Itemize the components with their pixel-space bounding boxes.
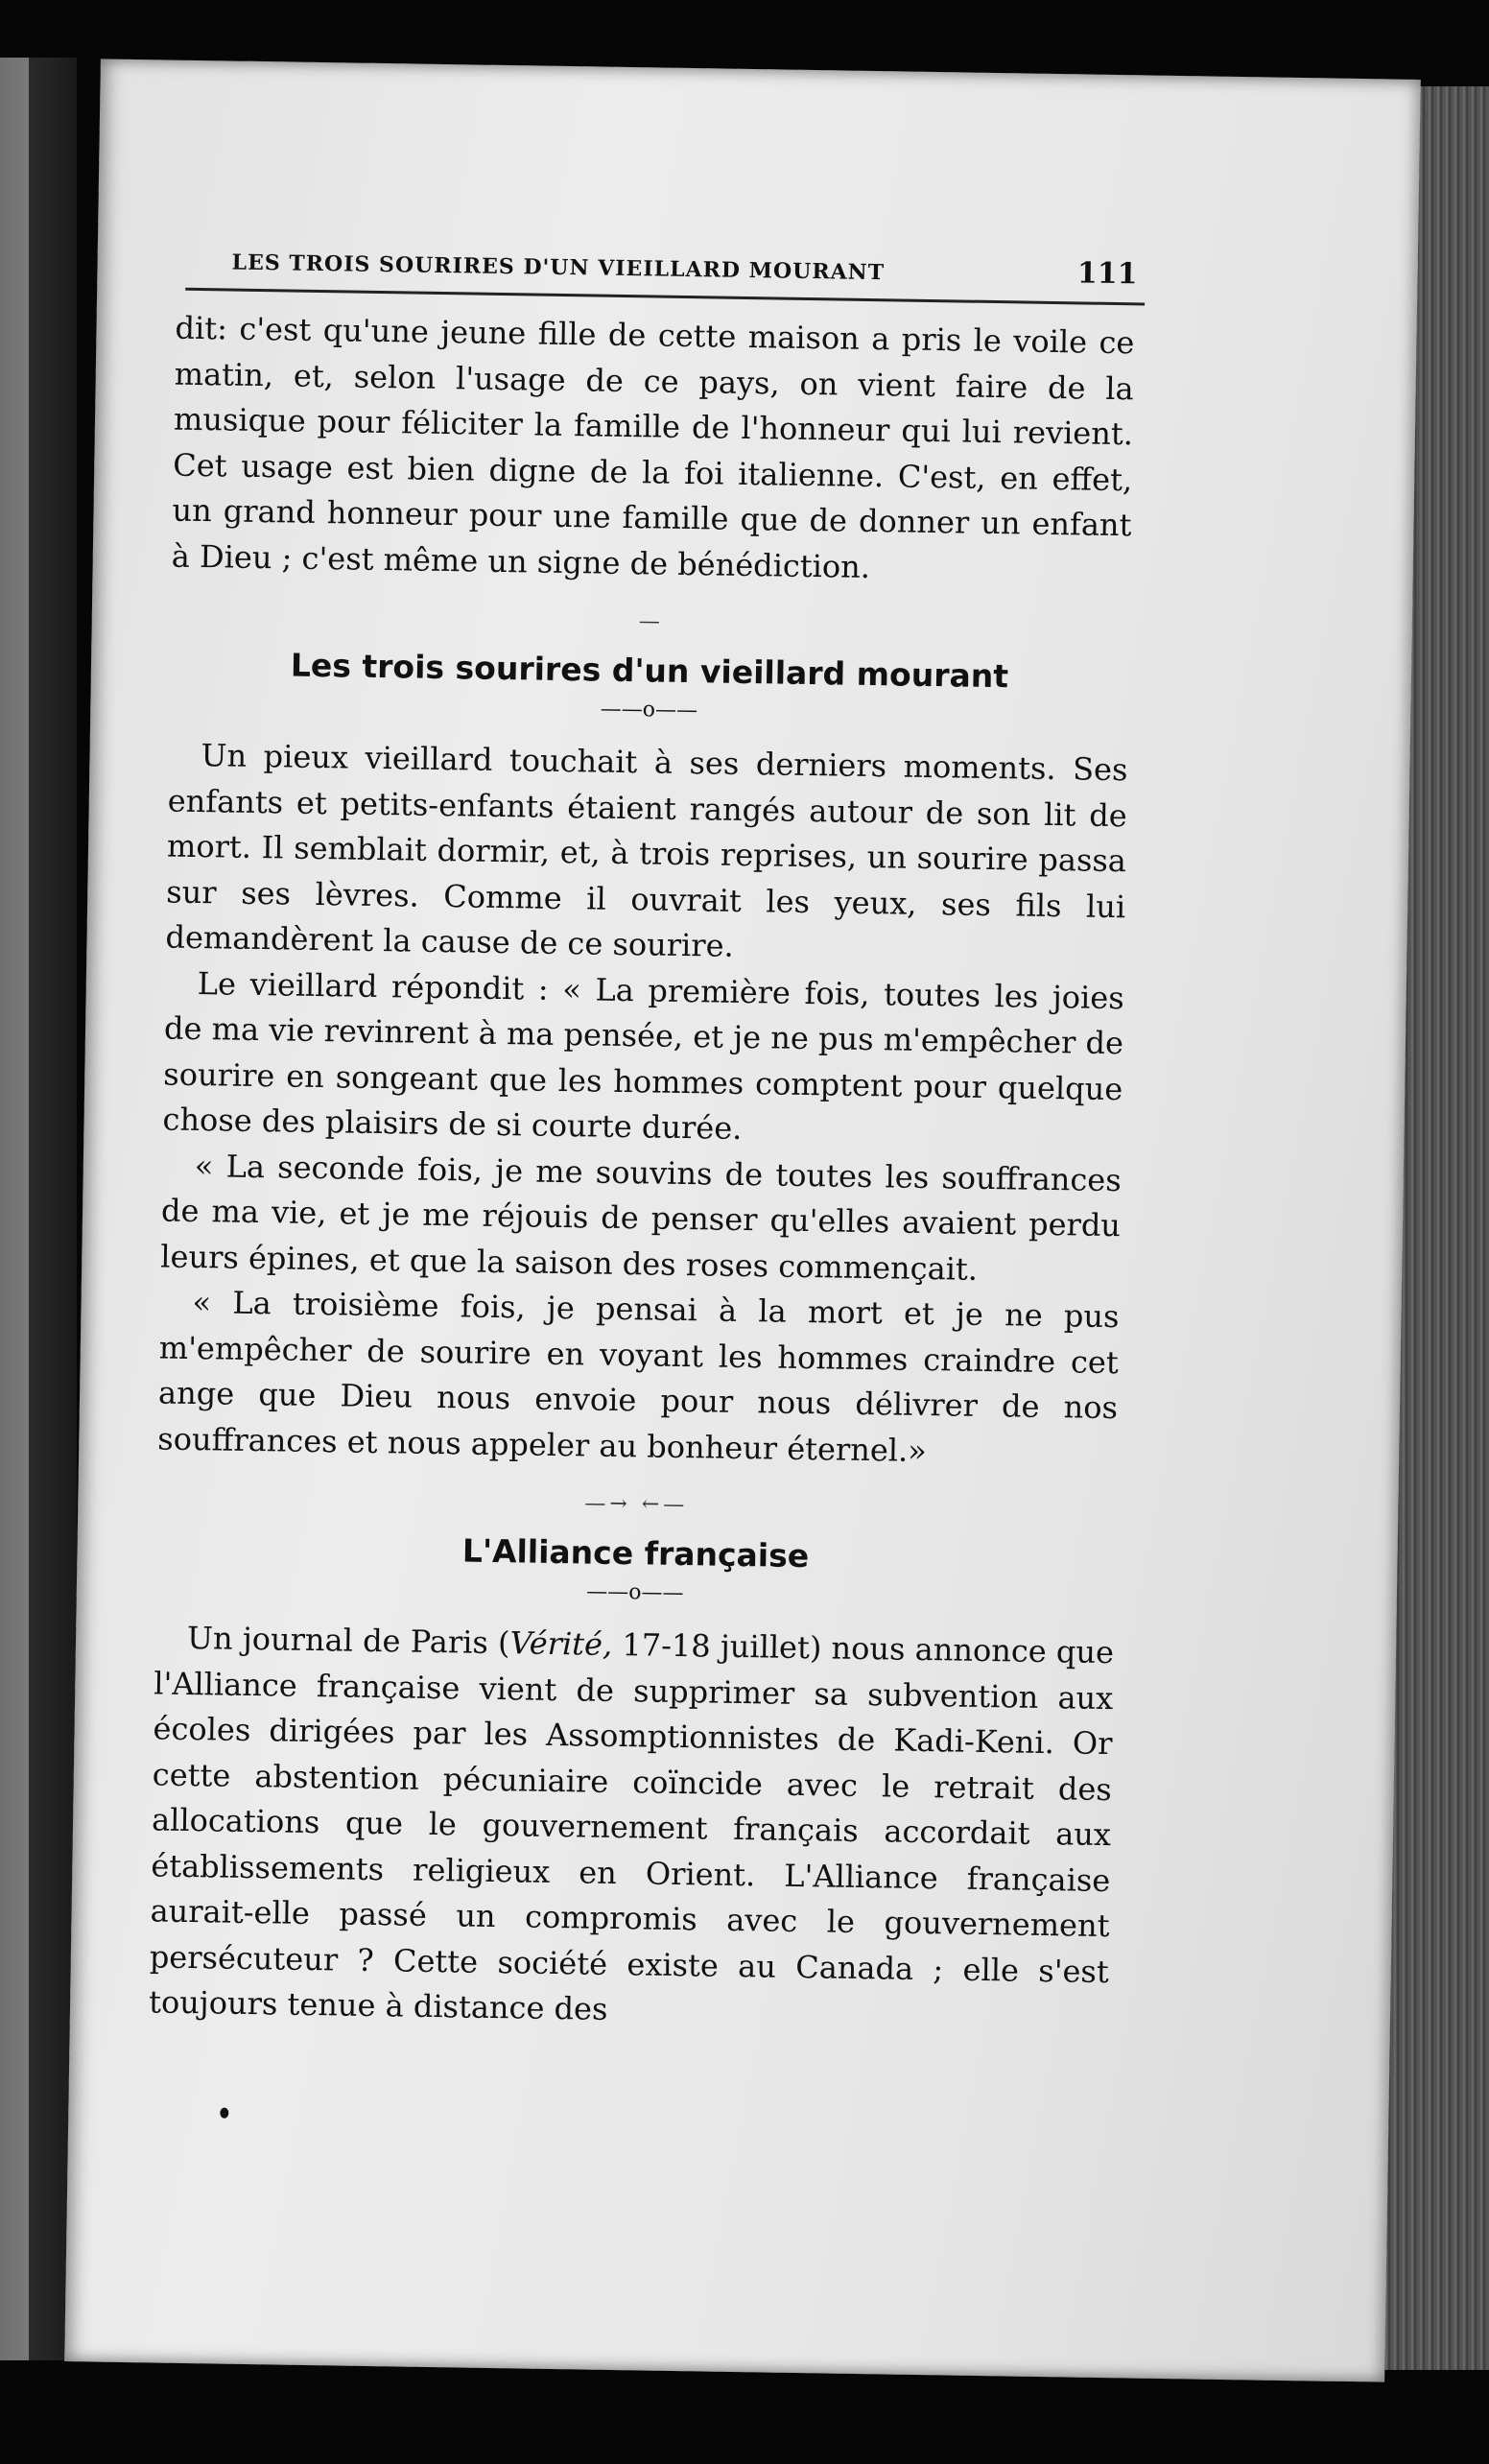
adjacent-page-strip <box>0 58 29 2360</box>
paragraph: « La seconde fois, je me souvins de toutes les souffrances de ma vie, et je me réjouis de penser qu'elles avaient perdu leurs épines, et que la saison des roses commençait. <box>160 1147 1123 1288</box>
ornament-dash: — <box>638 609 662 634</box>
page-text-block <box>149 243 1136 2041</box>
section-title-trois-sourires: Les trois sourires d'un vieillard mourant <box>290 646 1009 696</box>
header-rule <box>185 288 1145 306</box>
ink-speck <box>220 2108 228 2119</box>
paragraph: « La troisième fois, je pensai à la mort et je ne pus m'empêcher de sourire en voyant les hommes craindre cet ange que Dieu nous envoie pour nous délivrer de nos souffrances et nous appeler au bonheur éternel.» <box>157 1284 1120 1469</box>
paragraph: Un pieux vieillard touchait à ses derniers moments. Ses enfants et petits-enfants étaient rangés autour de son lit de mort. Il semblait dormir, et, à trois reprises, un sourire passa sur ses lèvres. Comme il ouvrait les yeux, ses fils lui demandèrent la cause de ce sourire. <box>165 737 1128 964</box>
continuation-paragraph: dit: c'est qu'une jeune fille de cette maison a pris le voile ce matin, et, selon l'usage de ce pays, on vient faire de la musique pour féliciter la famille de l'honneur qui lui revient. Cet usage est bien digne de la foi italienne. C'est, en effet, un grand honneur pour une famille que de donner un enfant à Dieu ; c'est même un signe de bénédiction. <box>171 309 1135 585</box>
paragraph: Le vieillard répondit : « La première fois, toutes les joies de ma vie revinrent à ma pensée, et je ne pus m'empêcher de sourire en songeant que les hommes comptent pour quelque chose des plaisirs de si courte durée. <box>162 964 1124 1147</box>
section-title-alliance: L'Alliance française <box>461 1531 810 1576</box>
section-separator: ——o—— <box>600 697 698 723</box>
paragraph-alliance <box>149 1615 1115 2040</box>
journal-title-italic: Vérité, <box>509 1624 613 1663</box>
running-title: LES TROIS SOURIRES D'UN VIEILLARD MOURANT <box>231 249 886 286</box>
section-separator: ——o—— <box>586 1579 684 1606</box>
page-number: 111 <box>1076 256 1138 292</box>
running-head <box>176 243 1137 292</box>
paragraph-start: Un journal de Paris ( <box>186 1619 510 1662</box>
paragraph-end: 17-18 juillet) nous annonce que l'Alliance française vient de supprimer sa subvention aux écoles dirigées par les Assomptionnistes de Kadi-Keni. Or cette abstention pécuniaire coïncide avec le retrait des allocations que le gouvernement français accordait aux établissements religieux en Orient. L'Alliance française aurait-elle passé un compromis avec le gouvernement persécuteur ? Cette société existe au Canada ; elle s'est toujours tenue à distance des <box>148 1625 1115 2027</box>
ornament-arrows: —→ ←— <box>584 1491 689 1518</box>
book-page <box>64 59 1421 2381</box>
